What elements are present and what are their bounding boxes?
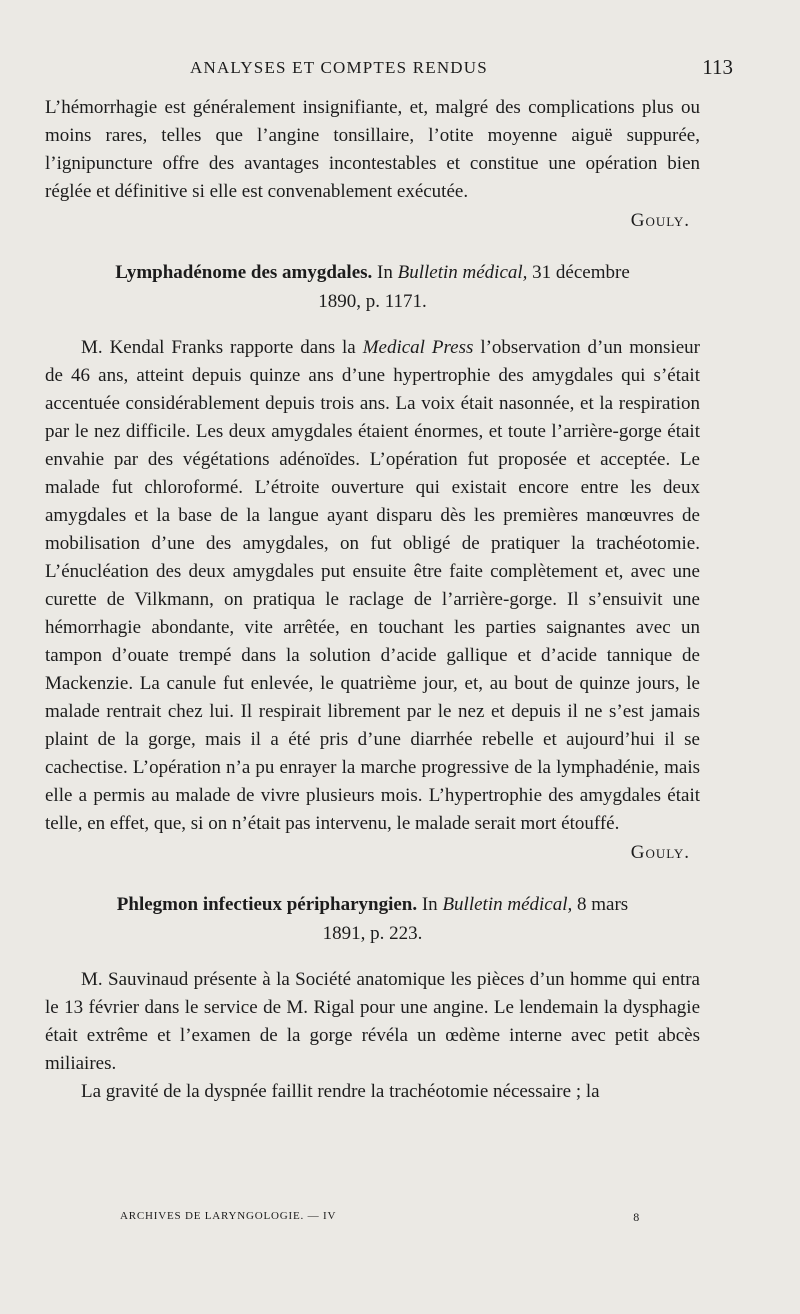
- article-heading: [45, 890, 700, 948]
- issue-location: 1891, p. 223.: [322, 923, 423, 944]
- footer-journal: ARCHIVES DE LARYNGOLOGIE. — IV: [120, 1210, 337, 1222]
- journal-name: Bulletin médical,: [397, 262, 528, 283]
- page-number: 113: [702, 55, 733, 79]
- article-paragraph: M. Sauvinaud présente à la Société anatomique les pièces d’un homme qui entra le 13 février dans le service de M. Rigal pour une angine. Le lendemain la dysphagie était extrême et l’examen de la gorge révéla un œdème interne avec petit abcès miliaires.: [45, 969, 700, 1074]
- page-header: [45, 55, 745, 86]
- article-title: Lymphadénome des amygdales.: [115, 262, 373, 283]
- author-signature: Gouly.: [630, 210, 690, 231]
- article-text-body: l’observation d’un monsieur de 46 ans, atteint depuis quinze ans d’une hypertrophie des amygdales qui s’était accentuée considérablement depuis trois ans. La voix était nasonnée, et la respiration par le nez difficile. Les deux amygdales étaient énormes, et toute l’arrière-gorge était envahie par des végétations adénoïdes. L’opération fut proposée et acceptée. Le malade fut chloroformé. L’étroite ouverture qui existait encore entre les deux amygdales et la base de la langue ayant disparu dès les premières manœuvres de mobilisation d’une des amygdales, on fut obligé de pratiquer la trachéotomie. L’énucléation des deux amygdales put ensuite être faite complètement et, avec une curette de Vilkmann, on pratiqua le raclage de l’arrière-gorge. Il s’ensuivit une hémorrhagie abondante, vite arrêtée, en touchant les parties saignantes avec un tampon d’ouate trempé dans la solution d’acide gallique et d’acide tannique de Mackenzie. La canule fut enlevée, le quatrième jour, et, au bout de quinze jours, le malade rentrait chez lui. Il respirait librement par le nez et depuis il ne s’est jamais plaint de la gorge, mais il a été pris d’une diarrhée rebelle et aujourd’hui il se cachectise. L’opération n’a pu enrayer la marche progressive de la lymphadénie, mais elle a permis au malade de vivre plusieurs mois. L’hypertrophie des amygdales était telle, en effet, que, si on n’était pas intervenu, le malade serait mort étouffé.: [45, 337, 700, 834]
- running-head: ANALYSES ET COMPTES RENDUS: [190, 58, 488, 77]
- page-body: [45, 94, 700, 1106]
- journal-name: Bulletin médical,: [442, 894, 573, 915]
- signature-mark: 8: [633, 1210, 640, 1224]
- issue-date: 31 décembre: [532, 262, 630, 283]
- closing-paragraph: L’hémorrhagie est généralement insignifiante, et, malgré des complications plus ou moins rares, telles que l’angine tonsillaire, l’otite moyenne aiguë suppurée, l’ignipuncture offre des avantages incontestables et constitue une opération bien réglée et définitive si elle est convenablement exécutée.: [45, 97, 700, 202]
- article-text-lead: M. Kendal Franks rapporte dans la: [81, 337, 356, 358]
- article-title: Phlegmon infectieux péripharyngien.: [116, 894, 418, 915]
- in-label: In: [421, 894, 438, 915]
- page-footer: [120, 1210, 640, 1230]
- author-signature: Gouly.: [630, 842, 690, 863]
- in-label: In: [377, 262, 393, 283]
- article-paragraph: La gravité de la dyspnée faillit rendre la trachéotomie nécessaire ; la: [81, 1081, 600, 1102]
- article-paragraph: [45, 334, 700, 838]
- issue-location: 1890, p. 1171.: [318, 291, 427, 312]
- article-heading: [45, 258, 700, 316]
- issue-date: 8 mars: [577, 894, 629, 915]
- cited-journal: Medical Press: [362, 337, 474, 358]
